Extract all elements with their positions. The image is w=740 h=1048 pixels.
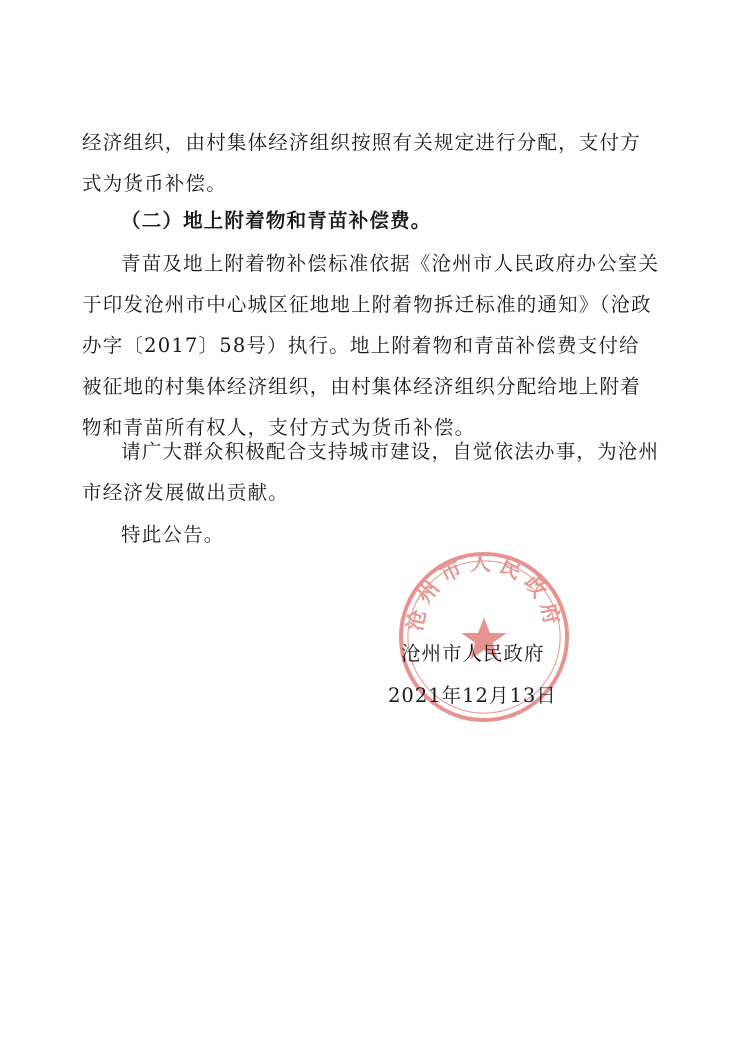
section-heading-2: （二）地上附着物和青苗补偿费。 [121,209,432,232]
seal-text: 沧州市人民政府 [402,551,566,634]
paragraph-appeal: 请广大群众积极配合支持城市建设，自觉依法办事，为沧州市经济发展做出贡献。 [82,440,660,504]
closing-text: 特此公告。 [121,523,225,546]
signature-organization: 沧州市人民政府 [401,642,545,665]
paragraph-continued: 经济组织，由村集体经济组织按照有关规定进行分配，支付方式为货币补偿。 [82,131,641,195]
paragraph-compensation: 青苗及地上附着物补偿标准依据《沧州市人民政府办公室关于印发沧州市中心城区征地地上附着物拆迁标准的通知》（沧政办字〔2017〕58号）执行。地上附着物和青苗补偿费支付给被征地的村集体经济组织，由村集体经济组织分配给地上附着物和青苗所有权人，支付方式为货币补偿。 [82,252,660,439]
signature-date: 2021年12月13日 [388,684,557,707]
